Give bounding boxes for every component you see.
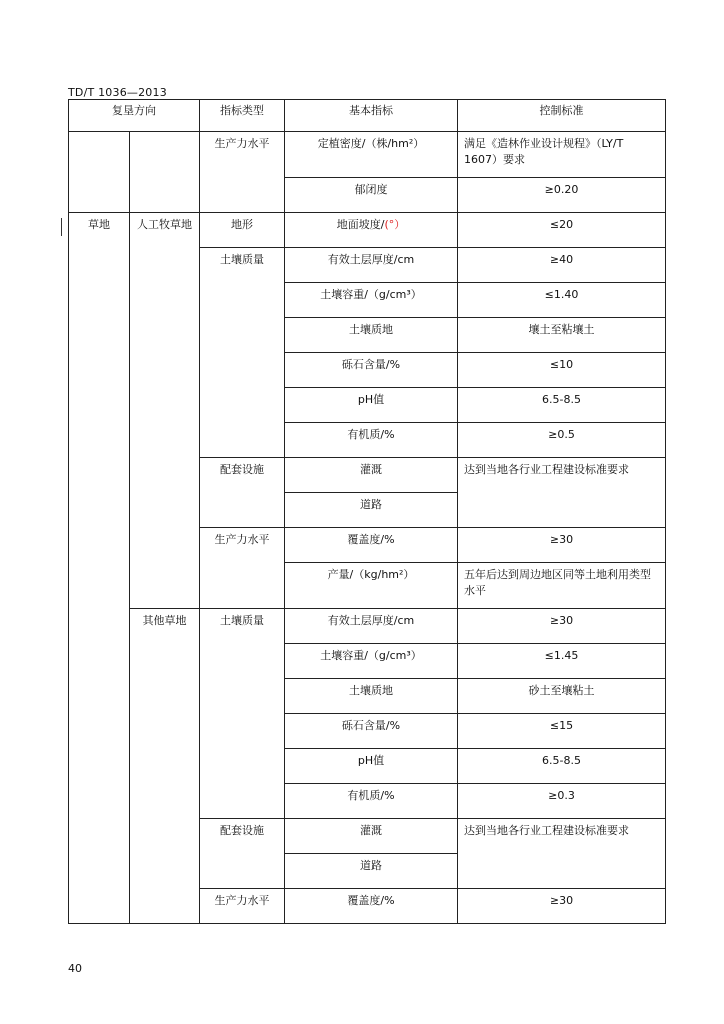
indicator-cell: 道路 <box>285 854 458 889</box>
indicator-cell: 砾石含量/% <box>285 714 458 749</box>
standard-cell: 满足《造林作业设计规程》（LY/T 1607）要求 <box>458 132 666 178</box>
standard-cell: ≤1.40 <box>458 283 666 318</box>
indicator-cell: 土壤质地 <box>285 318 458 353</box>
standard-cell: 达到当地各行业工程建设标准要求 <box>458 819 666 889</box>
indicator-cell: 覆盖度/% <box>285 889 458 924</box>
page-number: 40 <box>68 962 82 975</box>
standard-cell: ≥0.3 <box>458 784 666 819</box>
standard-cell: 五年后达到周边地区同等土地利用类型水平 <box>458 563 666 609</box>
col-header-indicator: 基本指标 <box>285 100 458 132</box>
type-cell: 生产力水平 <box>200 132 285 213</box>
standard-cell: ≥30 <box>458 889 666 924</box>
type-cell: 配套设施 <box>200 819 285 889</box>
indicator-cell: pH值 <box>285 749 458 784</box>
indicator-cell: 道路 <box>285 493 458 528</box>
indicator-cell: 有效土层厚度/cm <box>285 248 458 283</box>
col-header-direction: 复垦方向 <box>69 100 200 132</box>
standard-cell: ≥30 <box>458 609 666 644</box>
document-code: TD/T 1036—2013 <box>68 86 167 99</box>
standard-cell: ≤20 <box>458 213 666 248</box>
indicator-cell: 有机质/% <box>285 423 458 458</box>
table-header-row <box>69 100 666 132</box>
standard-cell: 壤土至粘壤土 <box>458 318 666 353</box>
type-cell: 生产力水平 <box>200 889 285 924</box>
indicator-cell: 土壤质地 <box>285 679 458 714</box>
direction-cell-grassland: 草地 <box>69 213 130 924</box>
type-cell: 土壤质量 <box>200 609 285 819</box>
indicator-cell: 砾石含量/% <box>285 353 458 388</box>
indicator-cell: 灌溉 <box>285 458 458 493</box>
standard-cell: ≥40 <box>458 248 666 283</box>
standard-cell: 6.5-8.5 <box>458 749 666 784</box>
col-header-type: 指标类型 <box>200 100 285 132</box>
type-cell: 生产力水平 <box>200 528 285 609</box>
standards-table <box>68 99 666 924</box>
indicator-cell: 有效土层厚度/cm <box>285 609 458 644</box>
indicator-cell: 产量/（kg/hm²） <box>285 563 458 609</box>
standard-cell: ≤10 <box>458 353 666 388</box>
margin-change-bar <box>61 218 62 236</box>
standard-cell: ≥0.5 <box>458 423 666 458</box>
indicator-cell: 土壤容重/（g/cm³） <box>285 283 458 318</box>
standard-cell: ≤1.45 <box>458 644 666 679</box>
direction-cell-empty <box>69 132 130 213</box>
tracked-change-mark: (°） <box>384 218 406 231</box>
table-row <box>69 132 666 178</box>
type-cell: 地形 <box>200 213 285 248</box>
standard-cell: 达到当地各行业工程建设标准要求 <box>458 458 666 528</box>
standard-cell: ≤15 <box>458 714 666 749</box>
type-cell: 配套设施 <box>200 458 285 528</box>
subdirection-cell-artificial: 人工牧草地 <box>130 213 200 609</box>
table-row <box>69 609 666 644</box>
table-row <box>69 213 666 248</box>
indicator-cell: 郁闭度 <box>285 178 458 213</box>
col-header-standard: 控制标准 <box>458 100 666 132</box>
indicator-cell: 有机质/% <box>285 784 458 819</box>
standard-cell: ≥30 <box>458 528 666 563</box>
standard-cell: 砂土至壤粘土 <box>458 679 666 714</box>
indicator-cell: 地面坡度/(°） <box>285 213 458 248</box>
indicator-cell: 土壤容重/（g/cm³） <box>285 644 458 679</box>
indicator-cell: 灌溉 <box>285 819 458 854</box>
indicator-cell: pH值 <box>285 388 458 423</box>
subdirection-cell-other: 其他草地 <box>130 609 200 924</box>
type-cell: 土壤质量 <box>200 248 285 458</box>
standard-cell: ≥0.20 <box>458 178 666 213</box>
indicator-cell: 定植密度/（株/hm²） <box>285 132 458 178</box>
indicator-cell: 覆盖度/% <box>285 528 458 563</box>
subdirection-cell-empty <box>130 132 200 213</box>
standard-cell: 6.5-8.5 <box>458 388 666 423</box>
